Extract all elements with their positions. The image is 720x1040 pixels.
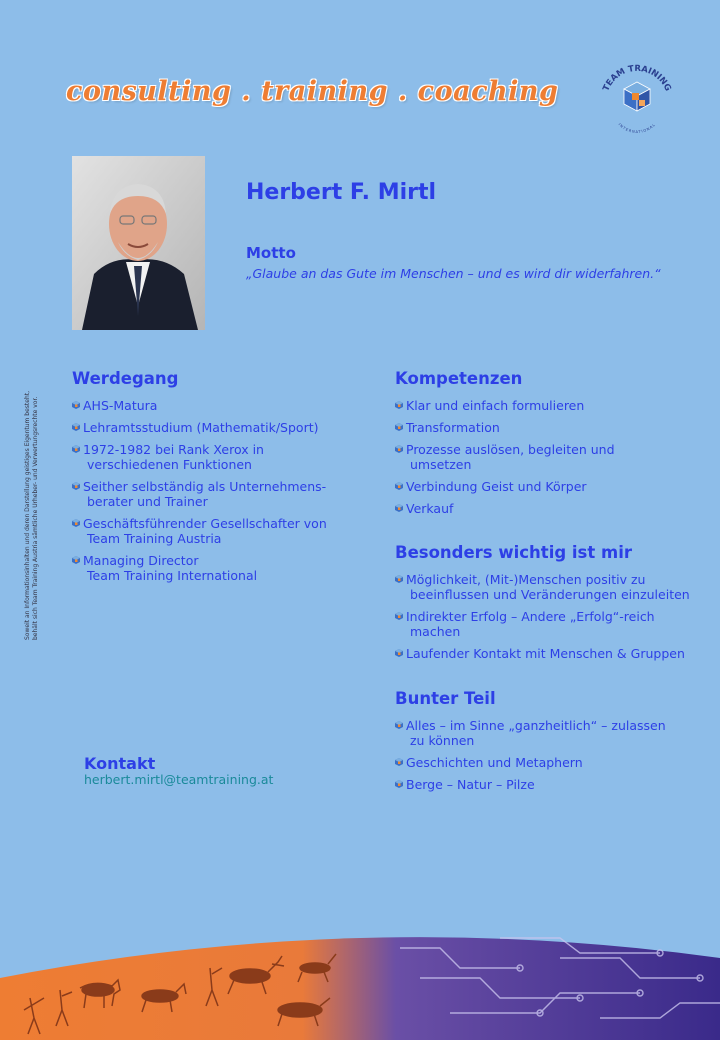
list-item-text: Berge – Natur – Pilze — [406, 777, 535, 792]
list-item — [395, 501, 715, 516]
svg-text:INTERNATIONAL — [618, 123, 657, 135]
list-item-text: Möglichkeit, (Mit-)Menschen positiv zu — [406, 572, 646, 587]
werdegang-list — [72, 398, 372, 590]
logo-subtext: INTERNATIONAL — [617, 122, 657, 135]
cube-icon — [624, 82, 650, 111]
list-item-text: Laufender Kontakt mit Menschen & Gruppen — [406, 646, 685, 661]
cube-bullet-icon — [72, 519, 80, 527]
wichtig-list — [395, 572, 715, 668]
cube-bullet-icon — [395, 575, 403, 583]
list-item-text: Prozesse auslösen, begleiten und — [406, 442, 615, 457]
list-item-text: berater und Trainer — [87, 494, 208, 509]
motto-text: „Glaube an das Gute im Menschen – und es wird dir widerfahren.“ — [246, 266, 661, 281]
werdegang-heading: Werdegang — [72, 369, 179, 388]
copyright-line-1: Soweit an Informationsinhalten und deren Darstellung geistiges Eigentum besteht, — [24, 390, 31, 640]
cube-bullet-icon — [395, 504, 403, 512]
list-item-text: Geschäftsführender Gesellschafter von — [83, 516, 327, 531]
list-item-text: beeinflussen und Veränderungen einzuleiten — [410, 587, 690, 602]
team-training-logo — [598, 62, 676, 140]
list-item — [395, 609, 715, 639]
list-item-text: AHS-Matura — [83, 398, 158, 413]
list-item-text: Seither selbständig als Unternehmens- — [83, 479, 327, 494]
list-item-text: 1972-1982 bei Rank Xerox in — [83, 442, 264, 457]
list-item — [395, 572, 715, 602]
list-item — [72, 442, 372, 472]
cube-bullet-icon — [395, 649, 403, 657]
copyright-line-2: behält sich Team Training Austria sämtliche Urheber- und Verwertungsrechte vor. — [32, 396, 39, 640]
list-item — [72, 479, 372, 509]
bunter-list — [395, 718, 715, 799]
list-item-text: Alles – im Sinne „ganzheitlich“ – zulassen — [406, 718, 666, 733]
list-item-text: Indirekter Erfolg – Andere „Erfolg“-reich — [406, 609, 655, 624]
bunter-heading: Bunter Teil — [395, 689, 496, 708]
list-item-text: zu können — [410, 733, 475, 748]
cube-bullet-icon — [395, 721, 403, 729]
list-item-text: Geschichten und Metaphern — [406, 755, 583, 770]
list-item-text: Transformation — [406, 420, 500, 435]
list-item — [395, 646, 715, 661]
list-item — [395, 718, 715, 748]
list-item-text: Team Training International — [87, 568, 258, 583]
list-item — [395, 398, 715, 413]
cube-bullet-icon — [395, 612, 403, 620]
portrait-photo — [72, 156, 205, 330]
list-item — [72, 420, 372, 435]
motto-heading: Motto — [246, 244, 296, 262]
kontakt-heading: Kontakt — [84, 754, 156, 773]
list-item-text: Lehramtsstudium (Mathematik/Sport) — [83, 420, 319, 435]
cube-bullet-icon — [72, 482, 80, 490]
cube-bullet-icon — [72, 445, 80, 453]
cube-bullet-icon — [395, 423, 403, 431]
list-item — [395, 777, 715, 792]
cube-bullet-icon — [72, 401, 80, 409]
list-item — [395, 442, 715, 472]
list-item — [395, 479, 715, 494]
cube-bullet-icon — [395, 482, 403, 490]
footer-banner — [0, 918, 720, 1040]
list-item — [72, 553, 372, 583]
cube-bullet-icon — [395, 445, 403, 453]
kompetenzen-heading: Kompetenzen — [395, 369, 523, 388]
list-item — [395, 420, 715, 435]
list-item-text: umsetzen — [410, 457, 472, 472]
list-item-text: Verbindung Geist und Körper — [406, 479, 587, 494]
list-item — [395, 755, 715, 770]
cube-bullet-icon — [395, 401, 403, 409]
list-item-text: Team Training Austria — [87, 531, 222, 546]
list-item — [72, 398, 372, 413]
list-item-text: Klar und einfach formulieren — [406, 398, 585, 413]
list-item — [72, 516, 372, 546]
list-item-text: machen — [410, 624, 461, 639]
email-link[interactable]: herbert.mirtl@teamtraining.at — [84, 772, 274, 787]
list-item-text: Verkauf — [406, 501, 454, 516]
logo-text: TEAM TRAINING — [601, 63, 673, 93]
cube-bullet-icon — [72, 423, 80, 431]
tagline: consulting . training . coaching — [66, 76, 559, 107]
cube-bullet-icon — [395, 758, 403, 766]
list-item-text: Managing Director — [83, 553, 199, 568]
kompetenzen-list — [395, 398, 715, 523]
cube-bullet-icon — [72, 556, 80, 564]
list-item-text: verschiedenen Funktionen — [87, 457, 252, 472]
cube-bullet-icon — [395, 780, 403, 788]
wichtig-heading: Besonders wichtig ist mir — [395, 543, 632, 562]
person-name: Herbert F. Mirtl — [246, 180, 437, 205]
copyright-note — [24, 390, 40, 640]
